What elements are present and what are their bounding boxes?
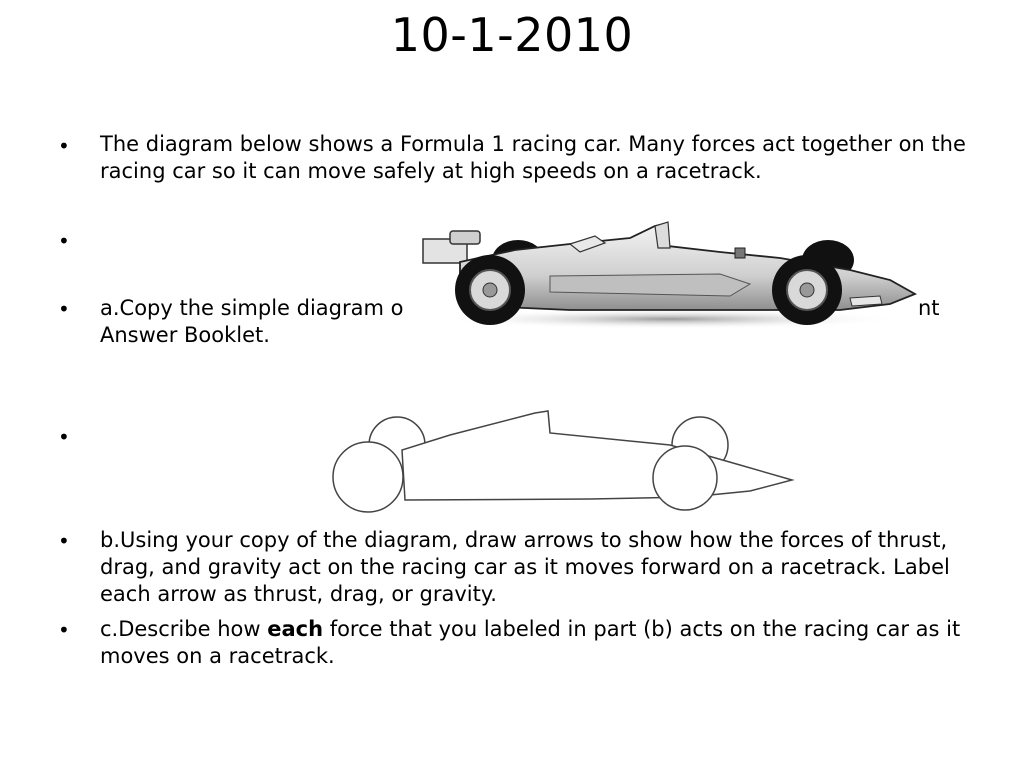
- part-a-end: nt: [918, 296, 940, 320]
- bullet-marker: •: [58, 425, 70, 449]
- bullet-marker: •: [58, 618, 70, 642]
- car-outline-diagram: [330, 405, 800, 517]
- bullet-text-part-b: b.Using your copy of the diagram, draw arrows to show how the forces of thrust, drag, and gravity act on the racing car as it moves forward on a racetrack. Label each arrow as thrust, drag, or gravity.: [100, 528, 950, 606]
- bullet-marker: •: [58, 229, 70, 253]
- bullet-text-part-c: [100, 616, 980, 670]
- part-c-bold: each: [267, 617, 324, 641]
- bullet-marker: •: [58, 297, 70, 321]
- bullet-marker: •: [58, 529, 70, 553]
- part-a-start: a.Copy the simple diagram o: [100, 296, 404, 320]
- bullet-text-intro: The diagram below shows a Formula 1 racing car. Many forces act together on the racing car so it can move safely at high speeds on a racetrack.: [100, 132, 966, 183]
- slide-title: 10-1-2010: [390, 8, 634, 62]
- racing-car-image: [420, 218, 920, 333]
- part-c-before: c.Describe how: [100, 617, 268, 641]
- part-a-line2: Answer Booklet.: [100, 323, 270, 347]
- part-c-after: force that you labeled in part (b) acts on the racing car as it moves on a racetrack.: [100, 617, 961, 668]
- bullet-marker: •: [58, 134, 70, 158]
